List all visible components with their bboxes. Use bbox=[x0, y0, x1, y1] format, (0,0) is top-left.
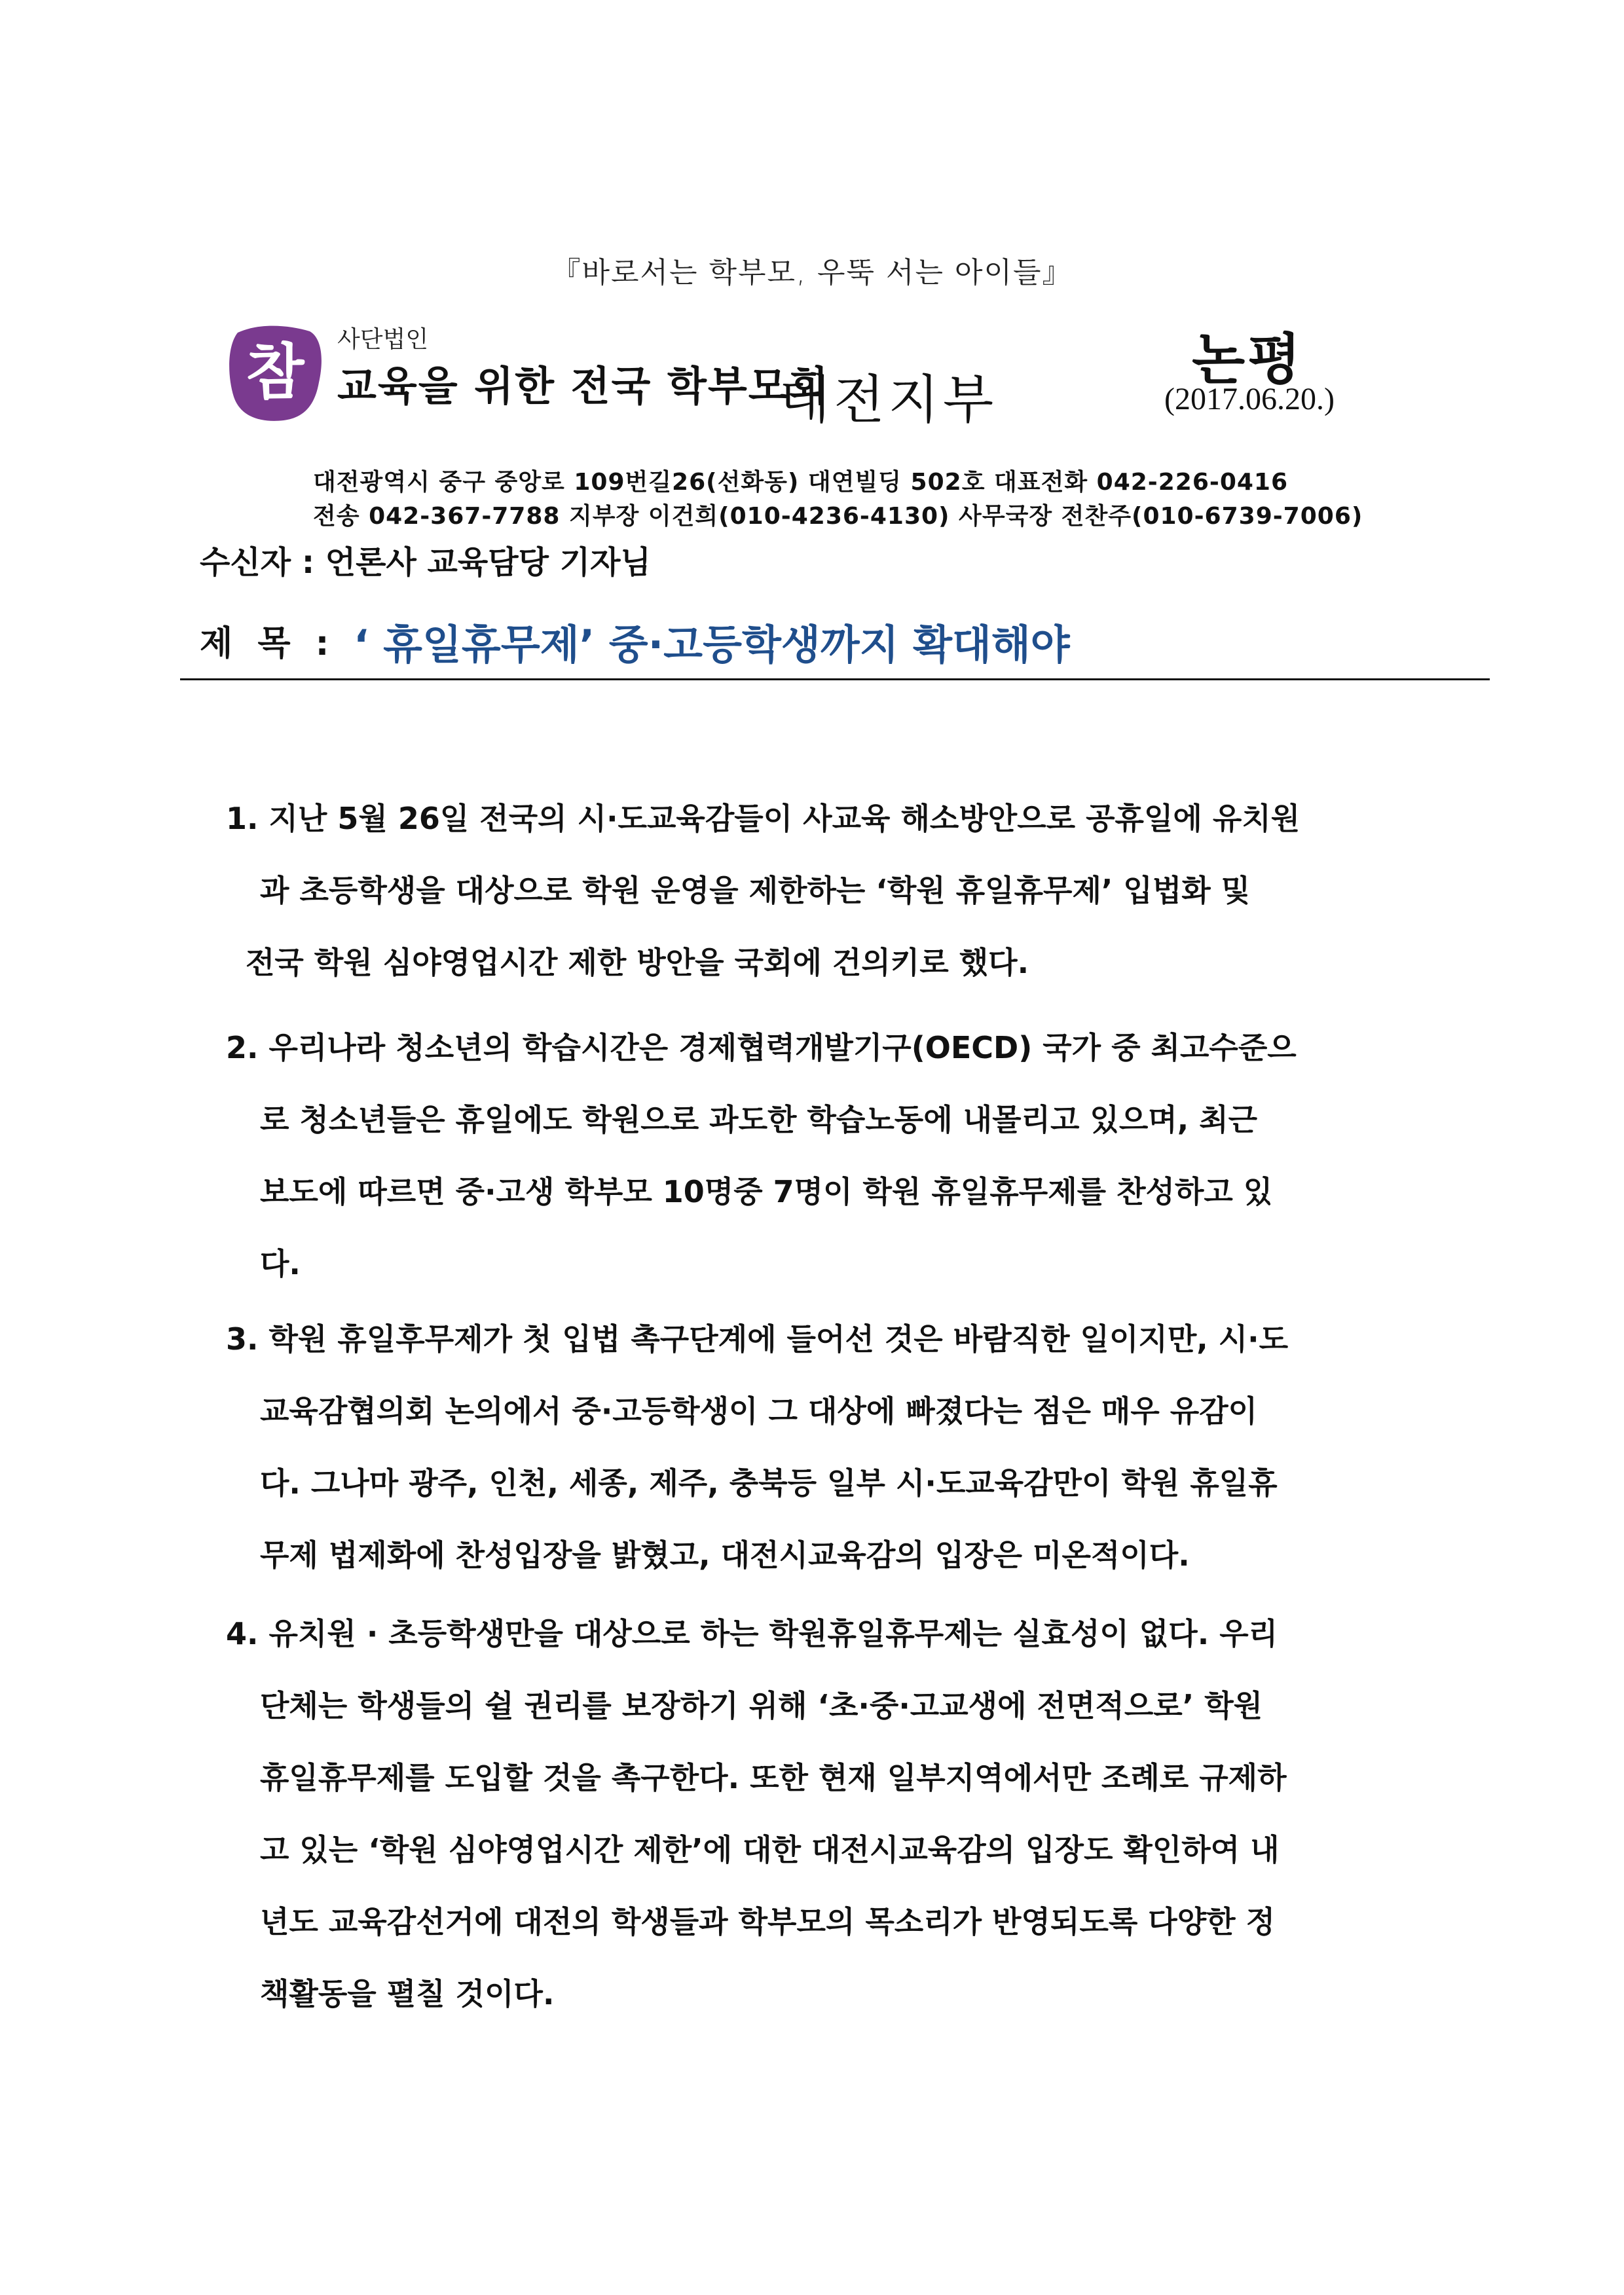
paragraph-4 bbox=[226, 1598, 1437, 2030]
paragraph-line: 전국 학원 심야영업시간 제한 방안을 국회에 건의키로 했다. bbox=[246, 945, 1029, 980]
paragraph-line: 무제 법제화에 찬성입장을 밝혔고, 대전시교육감의 입장은 미온적이다. bbox=[260, 1537, 1190, 1573]
recipient: 수신자 : 언론사 교육담당 기자님 bbox=[200, 544, 651, 581]
organization-logo-mark bbox=[226, 320, 324, 423]
paragraph-1 bbox=[226, 782, 1437, 999]
header-divider bbox=[180, 678, 1490, 680]
paragraph-line: 단체는 학생들의 쉴 권리를 보장하기 위해 ‘초·중·고교생에 전면적으로’ 학원 bbox=[260, 1688, 1263, 1723]
paragraph-line: 고 있는 ‘학원 심야영업시간 제한’에 대한 대전시교육감의 입장도 확인하여 내 bbox=[260, 1832, 1280, 1867]
paragraph-line: 교육감협의회 논의에서 중·고등학생이 그 대상에 빠졌다는 점은 매우 유감이 bbox=[260, 1393, 1258, 1429]
subject-label: 제 목 : bbox=[200, 624, 336, 663]
org-branch: 대전지부 bbox=[779, 369, 998, 430]
paragraph-line: 책활동을 펼칠 것이다. bbox=[260, 1976, 555, 2011]
paragraph-2 bbox=[226, 1012, 1437, 1300]
subject-title: ‘ 휴일휴무제’ 중·고등학생까지 확대해야 bbox=[354, 621, 1070, 669]
paragraph-line: 1. 지난 5월 26일 전국의 시·도교육감들이 사교육 해소방안으로 공휴일에 유치원 bbox=[226, 801, 1301, 836]
address-line-1: 대전광역시 중구 중앙로 109번길26(선화동) 대연빌딩 502호 대표전화 042-226-0416 bbox=[313, 469, 1289, 496]
paragraph-line: 보도에 따르면 중·고생 학부모 10명중 7명이 학원 휴일휴무제를 찬성하고 있 bbox=[260, 1174, 1273, 1209]
paragraph-line: 다. bbox=[260, 1246, 301, 1281]
paragraph-line: 4. 유치원 · 초등학생만을 대상으로 하는 학원휴일휴무제는 실효성이 없다. 우리 bbox=[226, 1616, 1278, 1651]
paragraph-line: 로 청소년들은 휴일에도 학원으로 과도한 학습노동에 내몰리고 있으며, 최근 bbox=[260, 1102, 1258, 1137]
logo-glyph: 참 bbox=[246, 337, 304, 407]
org-subtitle: 사단법인 bbox=[337, 326, 429, 353]
paragraph-line: 다. 그나마 광주, 인천, 세종, 제주, 충북등 일부 시·도교육감만이 학원 휴일휴 bbox=[260, 1465, 1278, 1501]
paragraph-3 bbox=[226, 1303, 1437, 1591]
paragraph-line: 과 초등학생을 대상으로 학원 운영을 제한하는 ‘학원 휴일휴무제’ 입법화 및 bbox=[260, 873, 1251, 908]
document-type: 논평 bbox=[1192, 327, 1304, 392]
slogan: 『바로서는 학부모, 우뚝 서는 아이들』 bbox=[551, 256, 1073, 289]
document-date: (2017.06.20.) bbox=[1164, 382, 1335, 416]
paragraph-line: 3. 학원 휴일후무제가 첫 입법 촉구단계에 들어선 것은 바람직한 일이지만, 시·도 bbox=[226, 1321, 1289, 1357]
paragraph-line: 휴일휴무제를 도입할 것을 촉구한다. 또한 현재 일부지역에서만 조례로 규제하 bbox=[260, 1760, 1287, 1795]
paragraph-line: 2. 우리나라 청소년의 학습시간은 경제협력개발기구(OECD) 국가 중 최고수준으 bbox=[226, 1030, 1297, 1065]
address-line-2: 전송 042-367-7788 지부장 이건희(010-4236-4130) 사무국장 전찬주(010-6739-7006) bbox=[313, 503, 1363, 530]
org-name: 교육을 위한 전국 학부모회 bbox=[337, 362, 830, 410]
paragraph-line: 년도 교육감선거에 대전의 학생들과 학부모의 목소리가 반영되도록 다양한 정 bbox=[260, 1904, 1276, 1939]
